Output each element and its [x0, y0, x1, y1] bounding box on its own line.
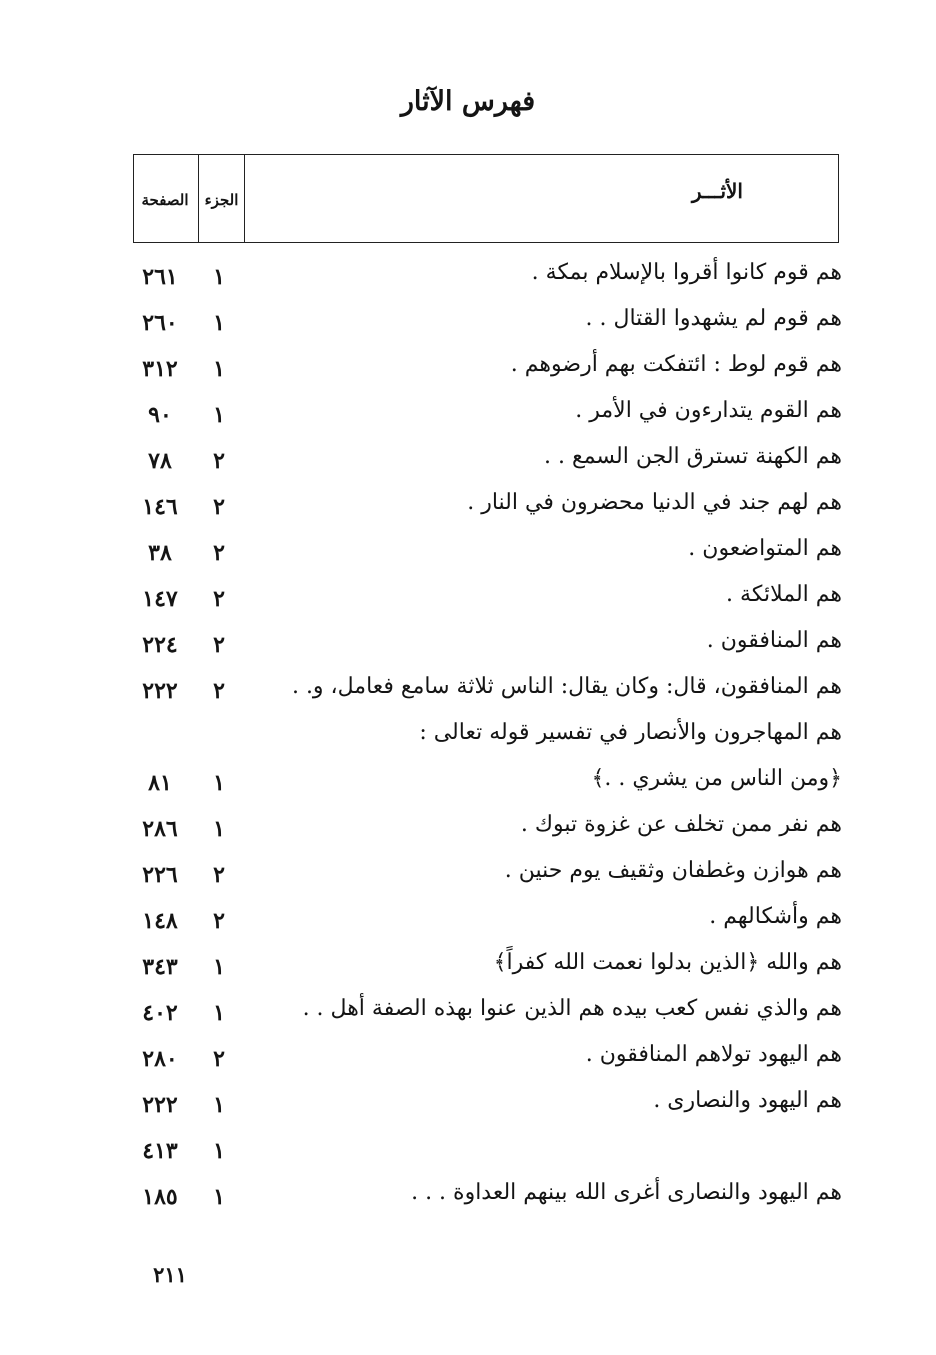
entry-text: هم لهم جند في الدنيا محضرون في النار . — [467, 490, 842, 515]
entry-volume: ١ — [213, 264, 225, 290]
index-entry — [0, 670, 936, 710]
page-title: فهرس الآثار — [400, 86, 536, 117]
entry-volume: ٢ — [213, 632, 225, 658]
index-table-header — [133, 154, 839, 243]
entry-page: ٢٨٦ — [142, 816, 178, 842]
entry-text: هم القوم يتدارءون في الأمر . — [575, 398, 842, 423]
entry-text: هم المنافقون، قال: وكان يقال: الناس ثلاثة سامع فعامل، و. . — [291, 674, 842, 699]
entry-page: ١٤٧ — [142, 586, 178, 612]
entry-volume: ٢ — [213, 586, 225, 612]
entry-page: ٣٤٣ — [142, 954, 178, 980]
entry-page: ٢٦١ — [142, 264, 178, 290]
index-entry — [0, 1176, 936, 1216]
entry-text: هم هوازن وغطفان وثقيف يوم حنين . — [504, 858, 842, 883]
index-entry — [0, 946, 936, 986]
entry-text: هم المنافقون . — [706, 628, 842, 653]
entry-volume: ١ — [213, 816, 225, 842]
entry-text: هم المتواضعون . — [688, 536, 842, 561]
entry-page: ١٤٨ — [142, 908, 178, 934]
entry-page: ٢٢٢ — [142, 678, 178, 704]
entry-text: هم والله ﴿الذين بدلوا نعمت الله كفراً﴾ — [493, 950, 842, 975]
entry-page: ١٨٥ — [142, 1184, 178, 1210]
index-entry — [0, 1038, 936, 1078]
footer-page-number: ٢١١ — [153, 1262, 187, 1287]
entry-text: هم اليهود تولاهم المنافقون . — [585, 1042, 842, 1067]
index-entry — [0, 624, 936, 664]
index-entry — [0, 1084, 936, 1124]
index-entry — [0, 348, 936, 388]
entry-text: هم قوم كانوا أقروا بالإسلام بمكة . — [531, 260, 842, 285]
index-entry — [0, 440, 936, 480]
entry-page: ٢٦٠ — [142, 310, 178, 336]
entry-volume: ١ — [213, 402, 225, 428]
entry-page: ٤٠٢ — [142, 1000, 178, 1026]
entry-text: هم قوم لوط : ائتفكت بهم أرضوهم . — [510, 352, 842, 377]
column-header-page: الصفحة — [141, 191, 189, 209]
index-entry — [0, 256, 936, 296]
entry-page: ١٤٦ — [142, 494, 178, 520]
entry-text: هم الملائكة . — [726, 582, 842, 607]
index-entry — [0, 1130, 936, 1170]
entry-page: ٣٨ — [148, 540, 172, 566]
entry-volume: ٢ — [213, 678, 225, 704]
entry-text: هم اليهود والنصارى أغرى الله بينهم العداوة . . . — [411, 1180, 842, 1205]
entry-text: هم قوم لم يشهدوا القتال . . — [585, 306, 842, 331]
entry-volume: ١ — [213, 356, 225, 382]
index-entry — [0, 900, 936, 940]
entry-volume: ١ — [213, 954, 225, 980]
entry-page: ٢٢٤ — [142, 632, 178, 658]
index-entry — [0, 394, 936, 434]
entry-page: ٢٢٦ — [142, 862, 178, 888]
entry-page: ٢٨٠ — [142, 1046, 178, 1072]
entry-page: ٩٠ — [148, 402, 172, 428]
entry-volume: ١ — [213, 1138, 225, 1164]
index-entry — [0, 302, 936, 342]
column-header-juz: الجزء — [198, 155, 244, 242]
entry-text: ﴿ومن الناس من يشري . .﴾ — [591, 766, 842, 791]
index-entry — [0, 762, 936, 802]
index-entry — [0, 808, 936, 848]
entry-volume: ١ — [213, 1184, 225, 1210]
column-header-athar: الأثـــر — [244, 155, 838, 242]
entry-volume: ٢ — [213, 540, 225, 566]
entry-volume: ١ — [213, 1092, 225, 1118]
entry-page: ٤١٣ — [142, 1138, 178, 1164]
entry-page: ٨١ — [148, 770, 172, 796]
entry-volume: ٢ — [213, 862, 225, 888]
index-entry — [0, 854, 936, 894]
entry-text: هم المهاجرون والأنصار في تفسير قوله تعالى : — [419, 720, 842, 745]
entry-volume: ١ — [213, 310, 225, 336]
index-entry — [0, 578, 936, 618]
entry-text: هم الكهنة تسترق الجن السمع . . — [544, 444, 842, 469]
entry-text: هم وأشكالهم . — [709, 904, 842, 929]
entry-volume: ١ — [213, 1000, 225, 1026]
entry-volume: ٢ — [213, 494, 225, 520]
entry-page: ٣١٢ — [142, 356, 178, 382]
entry-page: ٧٨ — [148, 448, 172, 474]
entry-text: هم والذي نفس كعب بيده هم الذين عنوا بهذه الصفة أهل . . — [302, 996, 842, 1021]
entry-volume: ٢ — [213, 908, 225, 934]
entry-text: هم نفر ممن تخلف عن غزوة تبوك . — [520, 812, 842, 837]
entry-volume: ٢ — [213, 1046, 225, 1072]
entry-text: هم اليهود والنصارى . — [653, 1088, 842, 1113]
index-entry — [0, 532, 936, 572]
entry-volume: ١ — [213, 770, 225, 796]
index-entry — [0, 486, 936, 526]
entry-page: ٢٢٢ — [142, 1092, 178, 1118]
index-entry — [0, 992, 936, 1032]
index-entry — [0, 716, 936, 756]
entry-volume: ٢ — [213, 448, 225, 474]
